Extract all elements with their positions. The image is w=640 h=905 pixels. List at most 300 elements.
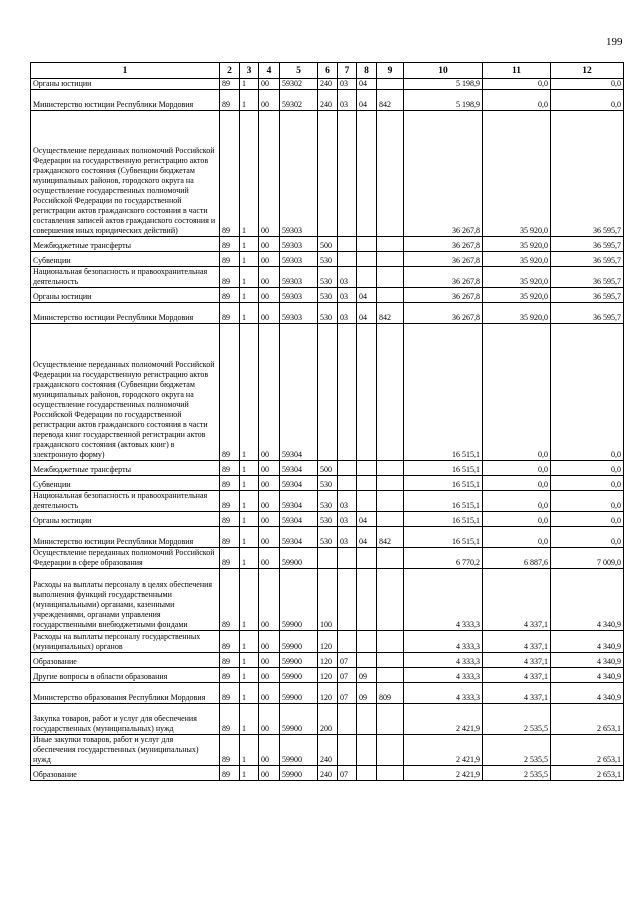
table-cell: 2 653,1 [551, 766, 624, 781]
column-header: 3 [240, 63, 259, 79]
column-header: 9 [377, 63, 404, 79]
table-cell: 120 [318, 683, 338, 704]
table-cell: 1 [240, 461, 259, 476]
row-label: Министерство юстиции Республики Мордовия [31, 90, 220, 111]
table-cell: 0,0 [551, 512, 624, 527]
table-cell: 1 [240, 90, 259, 111]
table-cell: 03 [338, 512, 357, 527]
table-cell [377, 111, 404, 237]
column-header: 11 [483, 63, 551, 79]
table-cell [338, 476, 357, 491]
table-cell: 1 [240, 252, 259, 267]
table-cell: 00 [259, 288, 280, 303]
budget-table [30, 62, 624, 781]
table-cell: 4 333,3 [404, 631, 483, 653]
table-cell: 0,0 [551, 476, 624, 491]
table-row [31, 90, 624, 111]
table-cell: 1 [240, 527, 259, 548]
table-cell: 89 [220, 548, 240, 569]
table-cell [357, 569, 377, 631]
table-cell: 36 267,8 [404, 288, 483, 303]
table-cell: 35 920,0 [483, 111, 551, 237]
table-row [31, 491, 624, 512]
table-cell: 1 [240, 288, 259, 303]
table-cell: 2 653,1 [551, 704, 624, 735]
table-cell [338, 735, 357, 766]
column-header: 8 [357, 63, 377, 79]
table-cell: 2 421,9 [404, 704, 483, 735]
table-cell: 842 [377, 90, 404, 111]
table-cell: 89 [220, 512, 240, 527]
table-cell: 4 337,1 [483, 653, 551, 668]
row-label: Министерство юстиции Республики Мордовия [31, 527, 220, 548]
table-cell: 59900 [280, 668, 318, 683]
table-cell [377, 548, 404, 569]
table-row [31, 512, 624, 527]
table-row [31, 324, 624, 461]
table-cell: 530 [318, 252, 338, 267]
table-cell: 89 [220, 237, 240, 252]
column-header: 12 [551, 63, 624, 79]
table-cell: 16 515,1 [404, 512, 483, 527]
table-row [31, 527, 624, 548]
table-cell: 89 [220, 631, 240, 653]
table-cell [377, 512, 404, 527]
table-cell: 0,0 [483, 79, 551, 90]
table-cell: 59900 [280, 569, 318, 631]
table-cell [357, 461, 377, 476]
table-cell: 03 [338, 267, 357, 288]
table-cell: 35 920,0 [483, 267, 551, 288]
table-cell: 03 [338, 491, 357, 512]
table-cell [357, 735, 377, 766]
table-cell: 00 [259, 527, 280, 548]
table-cell: 04 [357, 90, 377, 111]
table-cell: 4 340,9 [551, 569, 624, 631]
table-cell: 00 [259, 303, 280, 324]
table-row [31, 766, 624, 781]
table-cell: 89 [220, 79, 240, 90]
table-cell [377, 631, 404, 653]
table-cell: 4 337,1 [483, 668, 551, 683]
table-cell: 09 [357, 683, 377, 704]
table-cell: 00 [259, 569, 280, 631]
row-label: Органы юстиции [31, 288, 220, 303]
table-cell: 59304 [280, 491, 318, 512]
table-cell: 89 [220, 653, 240, 668]
table-cell: 0,0 [483, 324, 551, 461]
table-cell [377, 476, 404, 491]
table-cell: 0,0 [483, 512, 551, 527]
table-cell: 1 [240, 683, 259, 704]
table-cell: 36 595,7 [551, 288, 624, 303]
table-cell: 00 [259, 324, 280, 461]
table-cell: 03 [338, 288, 357, 303]
row-label: Расходы на выплаты персоналу государственных (муниципальных) органов [31, 631, 220, 653]
table-cell: 59304 [280, 476, 318, 491]
table-cell: 59900 [280, 735, 318, 766]
table-row [31, 735, 624, 766]
table-cell: 530 [318, 491, 338, 512]
table-cell: 59900 [280, 631, 318, 653]
table-cell: 00 [259, 237, 280, 252]
table-cell [357, 491, 377, 512]
row-label: Органы юстиции [31, 512, 220, 527]
table-cell: 1 [240, 237, 259, 252]
table-cell: 09 [357, 668, 377, 683]
table-cell: 00 [259, 668, 280, 683]
table-cell: 100 [318, 569, 338, 631]
table-cell: 00 [259, 111, 280, 237]
table-cell: 500 [318, 237, 338, 252]
table-cell: 00 [259, 267, 280, 288]
table-cell: 530 [318, 527, 338, 548]
table-cell: 5 198,9 [404, 79, 483, 90]
table-cell: 89 [220, 569, 240, 631]
table-cell: 16 515,1 [404, 491, 483, 512]
table-cell: 00 [259, 683, 280, 704]
table-cell: 0,0 [483, 90, 551, 111]
table-row [31, 683, 624, 704]
table-cell: 1 [240, 653, 259, 668]
table-cell [338, 252, 357, 267]
table-cell: 59302 [280, 90, 318, 111]
table-cell [357, 653, 377, 668]
table-cell: 16 515,1 [404, 476, 483, 491]
row-label: Иные закупки товаров, работ и услуг для обеспечения государственных (муниципальных) нужд [31, 735, 220, 766]
table-cell: 6 770,2 [404, 548, 483, 569]
table-cell: 240 [318, 79, 338, 90]
table-cell: 1 [240, 324, 259, 461]
table-cell: 4 333,3 [404, 569, 483, 631]
row-label: Межбюджетные трансферты [31, 237, 220, 252]
row-label: Образование [31, 653, 220, 668]
column-header: 5 [280, 63, 318, 79]
table-cell: 530 [318, 303, 338, 324]
table-cell: 120 [318, 653, 338, 668]
table-cell: 1 [240, 766, 259, 781]
row-label: Органы юстиции [31, 79, 220, 90]
table-cell: 59303 [280, 267, 318, 288]
row-label: Министерство юстиции Республики Мордовия [31, 303, 220, 324]
table-row [31, 653, 624, 668]
table-cell: 4 337,1 [483, 631, 551, 653]
table-cell [377, 668, 404, 683]
table-cell: 00 [259, 766, 280, 781]
table-cell: 89 [220, 90, 240, 111]
table-cell: 200 [318, 704, 338, 735]
table-cell: 00 [259, 90, 280, 111]
table-cell: 500 [318, 461, 338, 476]
table-cell: 240 [318, 735, 338, 766]
table-cell: 59900 [280, 683, 318, 704]
table-cell: 0,0 [551, 461, 624, 476]
table-cell: 04 [357, 288, 377, 303]
table-cell: 00 [259, 79, 280, 90]
table-cell: 00 [259, 512, 280, 527]
table-cell [357, 766, 377, 781]
column-header: 2 [220, 63, 240, 79]
table-cell: 07 [338, 653, 357, 668]
table-cell: 2 421,9 [404, 766, 483, 781]
column-header: 7 [338, 63, 357, 79]
table-cell [338, 237, 357, 252]
table-cell [357, 111, 377, 237]
table-cell: 35 920,0 [483, 237, 551, 252]
table-cell: 00 [259, 252, 280, 267]
table-cell: 00 [259, 704, 280, 735]
table-cell: 03 [338, 527, 357, 548]
row-label: Межбюджетные трансферты [31, 461, 220, 476]
table-cell: 59900 [280, 766, 318, 781]
table-cell: 59303 [280, 252, 318, 267]
table-cell: 00 [259, 476, 280, 491]
table-cell [357, 548, 377, 569]
column-header: 6 [318, 63, 338, 79]
table-cell: 2 421,9 [404, 735, 483, 766]
table-cell [357, 631, 377, 653]
table-cell: 00 [259, 491, 280, 512]
table-cell [377, 735, 404, 766]
table-cell [318, 111, 338, 237]
table-cell: 89 [220, 303, 240, 324]
table-cell: 1 [240, 631, 259, 653]
table-cell: 59303 [280, 111, 318, 237]
table-cell: 03 [338, 79, 357, 90]
row-label: Субвенции [31, 476, 220, 491]
table-cell: 59302 [280, 79, 318, 90]
row-label: Национальная безопасность и правоохранительная деятельность [31, 491, 220, 512]
table-cell: 04 [357, 79, 377, 90]
table-cell [357, 476, 377, 491]
table-cell: 36 595,7 [551, 237, 624, 252]
table-cell: 16 515,1 [404, 527, 483, 548]
table-cell: 36 267,8 [404, 252, 483, 267]
table-cell: 530 [318, 512, 338, 527]
table-cell: 0,0 [483, 476, 551, 491]
table-cell: 0,0 [551, 90, 624, 111]
table-cell: 36 267,8 [404, 237, 483, 252]
table-cell: 89 [220, 704, 240, 735]
table-cell: 4 337,1 [483, 569, 551, 631]
table-cell: 1 [240, 303, 259, 324]
table-cell [338, 111, 357, 237]
row-label: Осуществление переданных полномочий Российской Федерации в сфере образования [31, 548, 220, 569]
table-cell: 89 [220, 288, 240, 303]
header-row [31, 63, 624, 79]
table-cell: 00 [259, 653, 280, 668]
table-cell: 1 [240, 668, 259, 683]
table-cell: 03 [338, 90, 357, 111]
table-cell: 1 [240, 111, 259, 237]
table-cell: 0,0 [483, 527, 551, 548]
table-cell: 35 920,0 [483, 288, 551, 303]
table-cell: 6 887,6 [483, 548, 551, 569]
table-cell: 4 333,3 [404, 683, 483, 704]
table-cell [338, 548, 357, 569]
table-cell: 89 [220, 476, 240, 491]
table-cell: 59303 [280, 303, 318, 324]
table-cell: 4 333,3 [404, 668, 483, 683]
table-cell: 36 595,7 [551, 303, 624, 324]
table-row [31, 704, 624, 735]
table-cell: 1 [240, 476, 259, 491]
table-row [31, 569, 624, 631]
table-cell [357, 267, 377, 288]
table-cell [377, 569, 404, 631]
table-cell: 59304 [280, 461, 318, 476]
table-cell: 2 535,5 [483, 735, 551, 766]
table-cell: 89 [220, 683, 240, 704]
table-row [31, 631, 624, 653]
table-cell [338, 324, 357, 461]
table-cell: 89 [220, 491, 240, 512]
table-cell [377, 766, 404, 781]
table-cell: 842 [377, 527, 404, 548]
table-cell [318, 324, 338, 461]
table-cell: 530 [318, 476, 338, 491]
table-cell: 07 [338, 766, 357, 781]
row-label: Другие вопросы в области образования [31, 668, 220, 683]
column-header: 1 [31, 63, 220, 79]
table-cell: 36 595,7 [551, 267, 624, 288]
table-cell: 89 [220, 735, 240, 766]
table-cell: 842 [377, 303, 404, 324]
table-cell: 1 [240, 491, 259, 512]
table-cell: 4 340,9 [551, 653, 624, 668]
table-cell: 03 [338, 303, 357, 324]
row-label: Национальная безопасность и правоохранительная деятельность [31, 267, 220, 288]
table-cell: 89 [220, 461, 240, 476]
table-cell [377, 704, 404, 735]
page-number: 199 [606, 36, 623, 48]
table-cell [377, 237, 404, 252]
table-cell: 16 515,1 [404, 324, 483, 461]
table-cell [377, 461, 404, 476]
table-cell: 1 [240, 704, 259, 735]
table-cell: 07 [338, 668, 357, 683]
table-cell: 16 515,1 [404, 461, 483, 476]
table-cell: 89 [220, 766, 240, 781]
table-row [31, 111, 624, 237]
table-cell: 00 [259, 548, 280, 569]
table-cell: 59900 [280, 704, 318, 735]
row-label: Министерство образования Республики Мордовия [31, 683, 220, 704]
table-cell: 120 [318, 631, 338, 653]
table-cell [377, 288, 404, 303]
table-cell: 59900 [280, 653, 318, 668]
column-header: 10 [404, 63, 483, 79]
table-cell [318, 548, 338, 569]
table-cell: 0,0 [551, 527, 624, 548]
table-cell: 89 [220, 252, 240, 267]
table-row [31, 461, 624, 476]
table-row [31, 303, 624, 324]
table-cell: 36 267,8 [404, 303, 483, 324]
table-cell: 59900 [280, 548, 318, 569]
table-cell: 59303 [280, 288, 318, 303]
column-header: 4 [259, 63, 280, 79]
table-cell: 4 337,1 [483, 683, 551, 704]
table-cell: 120 [318, 668, 338, 683]
table-cell: 36 267,8 [404, 111, 483, 237]
row-label: Закупка товаров, работ и услуг для обеспечения государственных (муниципальных) нужд [31, 704, 220, 735]
table-cell [377, 267, 404, 288]
table-cell [357, 237, 377, 252]
table-cell: 89 [220, 527, 240, 548]
table-cell: 59304 [280, 324, 318, 461]
table-cell: 0,0 [551, 491, 624, 512]
table-cell: 809 [377, 683, 404, 704]
table-cell: 0,0 [483, 491, 551, 512]
table-cell: 2 535,5 [483, 766, 551, 781]
table-cell: 36 267,8 [404, 267, 483, 288]
row-label: Образование [31, 766, 220, 781]
table-cell: 530 [318, 288, 338, 303]
table-row [31, 476, 624, 491]
table-cell: 4 340,9 [551, 631, 624, 653]
table-cell: 1 [240, 79, 259, 90]
table-cell [357, 704, 377, 735]
table-cell: 00 [259, 631, 280, 653]
table-cell [357, 324, 377, 461]
table-cell: 7 009,0 [551, 548, 624, 569]
table-cell [377, 653, 404, 668]
table-cell: 0,0 [551, 79, 624, 90]
table-cell: 5 198,9 [404, 90, 483, 111]
table-cell: 89 [220, 267, 240, 288]
table-cell: 04 [357, 303, 377, 324]
row-label: Расходы на выплаты персоналу в целях обеспечения выполнения функций государственными (муниципальными) органами, казенными учреждениями, органами управления государственными внебюджетными фондами [31, 569, 220, 631]
table-cell [338, 569, 357, 631]
table-cell: 00 [259, 461, 280, 476]
table-cell: 1 [240, 569, 259, 631]
table-cell: 89 [220, 111, 240, 237]
table-cell: 1 [240, 735, 259, 766]
table-cell: 240 [318, 766, 338, 781]
table-cell: 07 [338, 683, 357, 704]
table-cell [377, 79, 404, 90]
table-cell: 1 [240, 267, 259, 288]
table-cell: 36 595,7 [551, 111, 624, 237]
table-cell: 1 [240, 548, 259, 569]
table-cell: 59303 [280, 237, 318, 252]
table-cell: 4 340,9 [551, 683, 624, 704]
table-cell [377, 324, 404, 461]
table-cell: 530 [318, 267, 338, 288]
table-cell [357, 252, 377, 267]
table-cell [338, 704, 357, 735]
table-cell: 00 [259, 735, 280, 766]
table-cell: 35 920,0 [483, 303, 551, 324]
table-cell: 0,0 [551, 324, 624, 461]
table-row [31, 237, 624, 252]
table-cell: 4 340,9 [551, 668, 624, 683]
table-row [31, 252, 624, 267]
row-label: Субвенции [31, 252, 220, 267]
table-cell: 59304 [280, 512, 318, 527]
table-cell [377, 252, 404, 267]
table-cell: 4 333,3 [404, 653, 483, 668]
table-cell: 89 [220, 324, 240, 461]
table-cell [377, 491, 404, 512]
table-cell: 0,0 [483, 461, 551, 476]
table-cell: 89 [220, 668, 240, 683]
table-cell [338, 631, 357, 653]
table-cell: 04 [357, 512, 377, 527]
table-cell: 2 653,1 [551, 735, 624, 766]
table-row [31, 267, 624, 288]
